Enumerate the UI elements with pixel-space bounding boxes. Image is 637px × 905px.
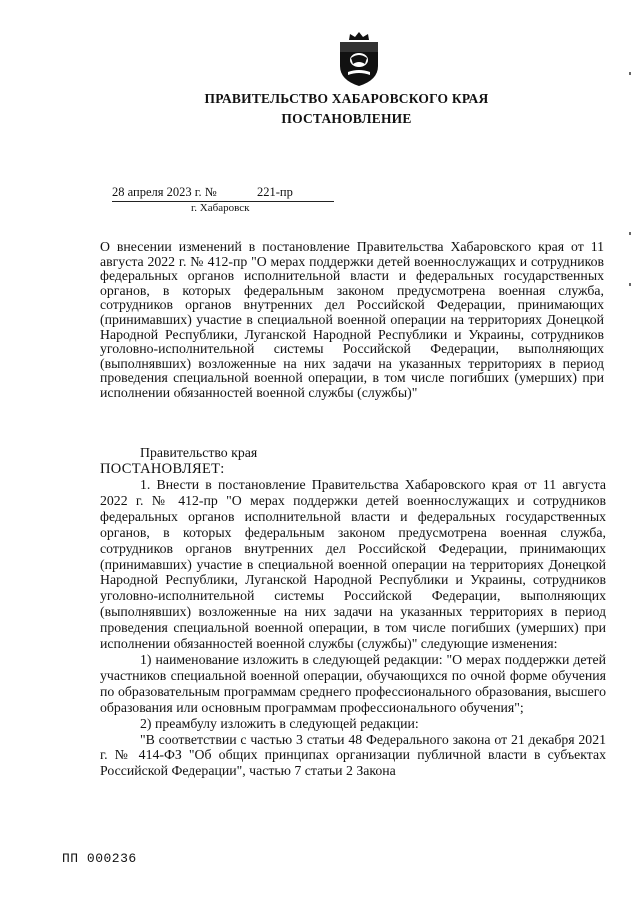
form-code: ПП 000236 xyxy=(62,851,137,866)
body-paragraph: 1. Внести в постановление Правительства Хабаровского края от 11 августа 2022 г. № 412-пр "О мерах поддержки детей военнослужащих и сотрудников федеральных органов исполнительной власти и федеральных государственных органов, в которых федеральным законом предусмотрена военная служба, сотрудников органов внутренних дел Российской Федерации, принимающих (принимавших) участие в специальной военной операции на территориях Донецкой Народной Республики, Луганской Народной Республики и Украины, сотрудников уголовно-исполнительной системы Российской Федерации, выполняющих (выполнявших) возложенные на них задачи на указанных территориях в период проведения специальной военной операции, в том числе погибших (умерших) при исполнении обязанностей военной службы (службы)" следующие изменения: xyxy=(100,477,606,652)
body-paragraph: 2) преамбулу изложить в следующей редакции: xyxy=(140,715,419,731)
resolution-title: О внесении изменений в постановление Правительства Хабаровского края от 11 августа 2022 г. № 412-пр "О мерах поддержки детей военнослужащих и сотрудников федеральных органов исполнительной власти и федеральных государственных органов, в которых федеральным законом предусмотрена военная служба, сотрудников органов внутренних дел Российской Федерации, принимающих (принимавших) участие в специальной военной операции на территориях Донецкой Народной Республики, Луганской Народной Республики и Украины, сотрудников уголовно-исполнительной системы Российской Федерации, выполняющих (выполнявших) возложенные на них задачи на указанных территориях в период проведения специальной военной операции, в том числе погибших (умерших) при исполнении обязанностей военной службы (службы)" xyxy=(100,239,604,400)
scan-mark xyxy=(629,72,631,75)
date-number-line xyxy=(112,185,334,202)
document-type-heading: ПОСТАНОВЛЕНИЕ xyxy=(281,111,412,126)
scan-mark xyxy=(629,283,631,286)
body-paragraph: "В соответствии с частью 3 статьи 48 Федерального закона от 21 декабря 2021 г. № 414-ФЗ "Об общих принципах организации публичной власти в субъектах Российской Федерации", частью 7 статьи 2 Закона xyxy=(100,731,606,779)
government-line: Правительство края xyxy=(140,445,258,460)
body-paragraph: 1) наименование изложить в следующей редакции: "О мерах поддержки детей участников специальной военной операции, обучающихся по очной форме обучения по образовательным программам среднего профессионального образования, высшего образования или основным программам профессионального обучения"; xyxy=(100,651,606,715)
city-label: г. Хабаровск xyxy=(191,202,250,214)
decree-word: ПОСТАНОВЛЯЕТ: xyxy=(100,461,225,477)
scan-mark xyxy=(629,232,631,235)
coat-of-arms-icon xyxy=(334,30,384,88)
resolution-body xyxy=(100,477,606,779)
resolution-number: 221-пр xyxy=(257,185,293,199)
resolution-date: 28 апреля 2023 г. № xyxy=(112,185,217,199)
government-heading: ПРАВИТЕЛЬСТВО ХАБАРОВСКОГО КРАЯ xyxy=(204,91,489,106)
